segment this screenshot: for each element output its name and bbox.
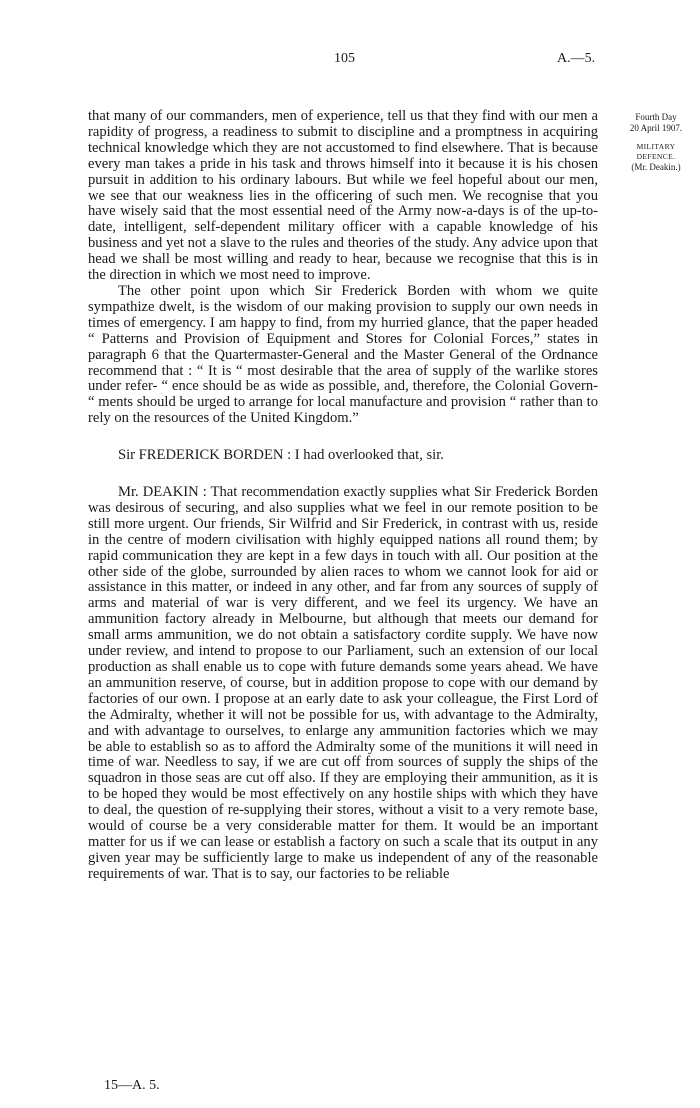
margin-day: Fourth Day [635,112,677,122]
margin-date: 20 April 1907. [629,123,683,133]
paragraph-2: The other point upon which Sir Frederick Borden with whom we quite sympathize dwelt, is the wisdom of our making provision to supply our own needs in times of emergency. I am happy to find, from my hurried glance, that the paper headed “ Patterns and Provision of Equipment and Stores for Colonial Forces,” states in paragraph 6 that the Quartermaster-General and the Master General of the Ordnance recommend that : “ It is “ most desirable that the area of supply of the warlike stores under refer- “ ence should be as wide as possible, and, therefore, the Colonial Govern- “ ments should be urged to arrange for local manufacture and provision “ rather than to rely on the resources of the United Kingdom.” [88,282,598,427]
margin-subject-line2: DEFENCE. [636,152,676,161]
page-number: 105 [334,51,355,66]
paragraph-1: that many of our commanders, men of experience, tell us that they find with our men a rapidity of progress, a readiness to submit to discipline and a promptness in acquiring technical knowledge which they are not accustomed to find elsewhere. That is because every man takes a pride in his task and throws himself into it because it is his chosen pursuit in addition to his ordinary labours. But while we feel hopeful about our men, we see that our weakness lies in the officering of such men. We recognise that you have wisely said that the most essential need of the Army now-a-days is of the up-to-date, intelligent, self-dependent military officer with a capable knowledge of his business and yet not a slave to the rules and theories of the study. Any advice upon that head we shall be most willing and ready to hear, because we recognise that this is in the direction in which we most need to improve. [88,108,598,284]
footer-signature: 15—A. 5. [104,1078,160,1093]
speaker-borden: Sir FREDERICK BORDEN [118,447,284,464]
margin-note [614,112,698,173]
paper-reference: A.—5. [557,51,596,66]
deakin-text: : That recommendation exactly supplies what Sir Frederick Borden was desirous of securing, and also supplies what we feel in our remote position to be still more urgent. Our friends, Sir Wilfrid and Sir Frederick, in contrast with us, reside in the centre of modern civilisation with highly equipped nations all round them; by rapid communication they are kept in a few days in touch with all. Our position at the other side of the globe, surrounded by alien races to whom we cannot look for aid or assistance in this matter, or indeed in any other, and far from any sources of supply of arms and material of war is very different, and we feel its urgency. We have an ammunition factory already in Melbourne, but although that meets our demand for small arms ammunition, we do not obtain a satisfactory cordite supply. We have now under review, and intend to propose to our Parliament, such an extension of our local production as shall enable us to cope with future demands some years ahead. We have an ammunition reserve, of course, but in addition propose to cope with our demand by factories of our own. I propose at an early date to ask your colleague, the First Lord of the Admiralty, whether it will not be possible for us, with advantage to the Admiralty, and with advantage to ourselves, to enlarge any ammunition factories which we may be able to establish so as to afford the Admiralty some of the munitions it will need in time of war. Needless to say, if we are cut off from sources of supply the ships of the squadron in those seas are cut off also. If they are employing their ammunition, as it is to be hoped they would be most effectively on any hostile ships with which they have to deal, the question of re-supplying their stores, without a visit to a very remote base, would of course be a very considerable matter for them. It would be an important matter for us if we can lease or establish a factory on such a scale that its output in any given year may be sufficiently large to make us independent of any of the reasonable requirements of war. That is to say, our factories to be reliable [88,484,598,882]
margin-speaker: (Mr. Deakin.) [631,162,681,172]
body-text [88,109,598,883]
speaker-deakin: Mr. DEAKIN [118,484,199,501]
deakin-speech [88,485,598,883]
margin-subject-line1: MILITARY [636,142,676,151]
borden-text: : I had overlooked that, sir. [287,447,444,464]
borden-interjection [88,448,598,464]
